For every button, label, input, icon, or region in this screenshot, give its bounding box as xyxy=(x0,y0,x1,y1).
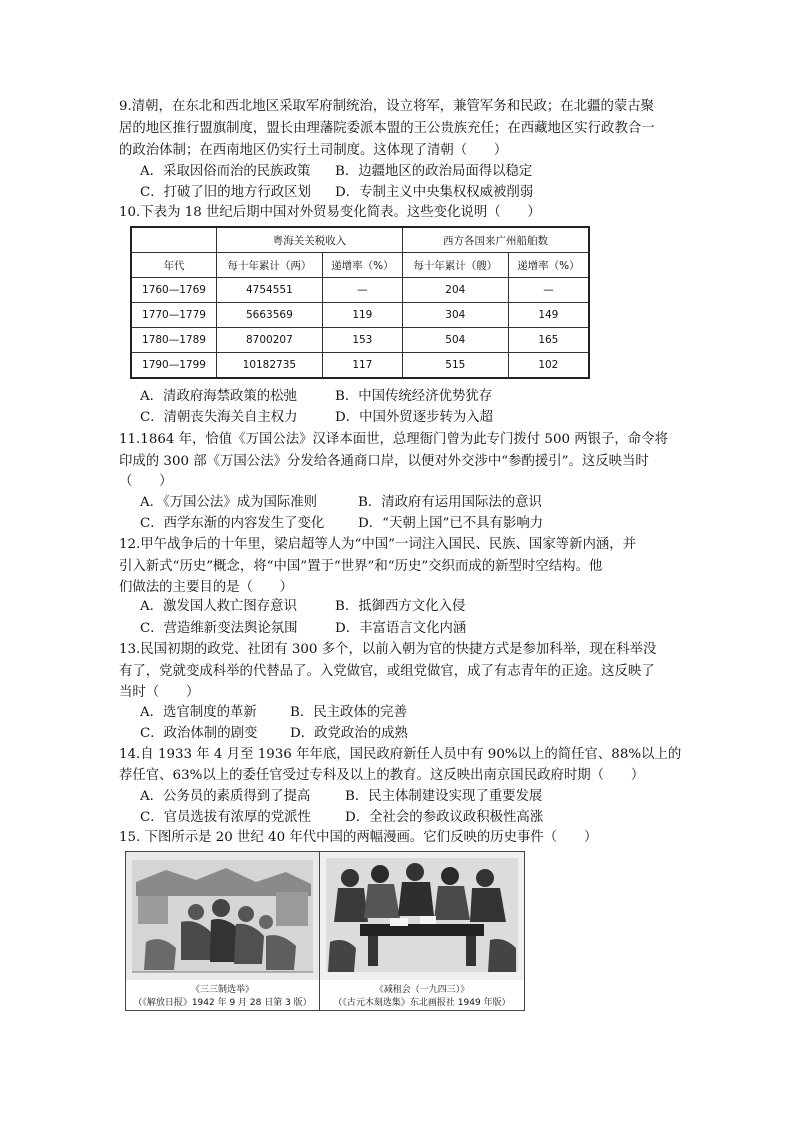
table-cell: 10182735 xyxy=(217,353,323,379)
table-cell: 204 xyxy=(402,278,508,303)
q12-option-d[interactable]: D．丰富语言文化内涵 xyxy=(335,621,467,636)
table-cell: 1770—1779 xyxy=(131,303,217,328)
q10-option-a[interactable]: A．清政府海禁政策的松弛 xyxy=(140,389,297,404)
q9-stem-line-3: 的政治体制；在西南地区仍实行土司制度。这体现了清朝（ ） xyxy=(119,143,508,158)
q11-option-c[interactable]: C．西学东渐的内容发生了变化 xyxy=(140,516,325,531)
q14-option-b[interactable]: B．民主体制建设实现了重要发展 xyxy=(345,789,543,804)
q13-option-b[interactable]: B．民主政体的完善 xyxy=(290,705,407,720)
q10-option-c[interactable]: C．清朝丧失海关自主权力 xyxy=(140,410,298,425)
table-cell: 165 xyxy=(508,328,589,353)
table-cell: 1780—1789 xyxy=(131,328,217,353)
table-cell: 304 xyxy=(402,303,508,328)
figure-three-three-election xyxy=(126,852,320,1010)
table-col-header: 每十年累计（艘） xyxy=(402,253,508,278)
q15-stem: 15. 下图所示是 20 世纪 40 年代中国的两幅漫画。它们反映的历史事件（ ） xyxy=(119,830,598,845)
table-cell: 4754551 xyxy=(217,278,323,303)
q11-option-b[interactable]: B．清政府有运用国际法的意识 xyxy=(358,495,542,510)
table-cell: 8700207 xyxy=(217,328,323,353)
table-cell: 504 xyxy=(402,328,508,353)
table-row xyxy=(131,328,589,353)
trade-table xyxy=(130,226,590,379)
q14-stem-line-1: 14.自 1933 年 4 月至 1936 年年底，国民政府新任人员中有 90%以上的简任官、88%以上的 xyxy=(119,747,682,762)
figure2-title: 《减租会（一九四三）》 xyxy=(374,985,470,995)
q10-stem: 10.下表为 18 世纪后期中国对外贸易变化简表。这些变化说明（ ） xyxy=(119,205,541,220)
q11-option-a[interactable]: A．《万国公法》成为国际准则 xyxy=(140,495,318,510)
table-cell: 149 xyxy=(508,303,589,328)
q12-option-c[interactable]: C．营造维新变法舆论氛围 xyxy=(140,621,298,636)
q9-stem-line-2: 居的地区推行盟旗制度，盟长由理藩院委派本盟的王公贵族充任；在西藏地区实行政教合一 xyxy=(119,121,655,136)
q14-option-c[interactable]: C．官员选拔有浓厚的党派性 xyxy=(140,810,311,825)
woodcut-rent-meeting-image xyxy=(320,852,524,980)
q13-option-a[interactable]: A．选官制度的革新 xyxy=(140,705,257,720)
table-cell: — xyxy=(508,278,589,303)
q13-stem-line-2: 有了，党就变成科举的代替品了。入党做官，或组党做官，成了有志青年的正途。这反映了 xyxy=(119,664,655,679)
table-col-header: 递增率（%） xyxy=(508,253,589,278)
q12-option-a[interactable]: A．激发国人救亡图存意识 xyxy=(140,599,297,614)
table-col-header: 年代 xyxy=(131,253,217,278)
q13-stem-line-1: 13.民国初期的政党、社团有 300 多个，以前入朝为官的快捷方式是参加科举，现在科举没 xyxy=(119,642,657,657)
cartoon-figures xyxy=(125,851,525,1011)
table-col-header: 每十年累计（两） xyxy=(217,253,323,278)
figure2-source: （《古元木刻选集》东北画报社 1949 年版） xyxy=(333,998,511,1008)
q12-stem-line-3: 们做法的主要目的是（ ） xyxy=(119,580,294,595)
table-row xyxy=(131,353,589,379)
table-row xyxy=(131,303,589,328)
q11-stem-line-1: 11.1864 年，恰值《万国公法》汉译本面世，总理衙门曾为此专门拨付 500 两银子，命令将 xyxy=(119,432,668,447)
q10-option-d[interactable]: D．中国外贸逐步转为入超 xyxy=(335,410,494,425)
q9-option-d[interactable]: D．专制主义中央集权权威被削弱 xyxy=(335,185,534,200)
table-cell: 117 xyxy=(322,353,402,379)
q12-option-b[interactable]: B．抵御西方文化入侵 xyxy=(335,599,466,614)
q9-stem-line-1: 9.清朝，在东北和西北地区采取军府制统治，设立将军，兼管军务和民政；在北疆的蒙古聚 xyxy=(119,99,655,114)
table-cell: 153 xyxy=(322,328,402,353)
figure1-title: 《三三制选举》 xyxy=(190,985,254,995)
table-group-header-customs: 粤海关关税收入 xyxy=(217,227,403,253)
q14-option-a[interactable]: A．公务员的素质得到了提高 xyxy=(140,789,311,804)
q10-option-b[interactable]: B．中国传统经济优势犹存 xyxy=(335,389,493,404)
figure-rent-reduction-meeting xyxy=(320,852,524,1010)
q13-option-d[interactable]: D．政党政治的成熟 xyxy=(290,726,408,741)
q11-stem-line-2: 印成的 300 部《万国公法》分发给各通商口岸，以便对外交涉中“参酌援引”。这反映当时 xyxy=(119,454,649,469)
q13-stem-line-3: 当时（ ） xyxy=(119,685,200,700)
table-cell: 515 xyxy=(402,353,508,379)
q9-option-c[interactable]: C．打破了旧的地方行政区划 xyxy=(140,185,311,200)
q13-option-c[interactable]: C．政治体制的剧变 xyxy=(140,726,258,741)
table-cell: — xyxy=(322,278,402,303)
q14-stem-line-2: 荐任官、63%以上的委任官受过专科及以上的教育。这反映出南京国民政府时期（ ） xyxy=(119,768,645,783)
table-cell: 119 xyxy=(322,303,402,328)
table-group-header-ships: 西方各国来广州船舶数 xyxy=(402,227,589,253)
table-cell: 1760—1769 xyxy=(131,278,217,303)
table-col-header: 递增率（%） xyxy=(322,253,402,278)
figure1-source: （《解放日报》1942 年 9 月 28 日第 3 版） xyxy=(133,998,312,1008)
q12-stem-line-2: 引入新式“历史”概念，将“中国”置于“世界”和“历史”交织而成的新型时空结构。他 xyxy=(119,559,603,574)
q11-option-d[interactable]: D．“天朝上国”已不具有影响力 xyxy=(358,516,544,531)
table-cell: 102 xyxy=(508,353,589,379)
table-cell: 5663569 xyxy=(217,303,323,328)
q9-option-b[interactable]: B．边疆地区的政治局面得以稳定 xyxy=(335,164,533,179)
q9-option-a[interactable]: A．采取因俗而治的民族政策 xyxy=(140,164,311,179)
table-header-blank xyxy=(131,227,217,253)
table-cell: 1790—1799 xyxy=(131,353,217,379)
table-row xyxy=(131,278,589,303)
q11-stem-line-3: （ ） xyxy=(119,474,173,489)
q12-stem-line-1: 12.甲午战争后的十年里，梁启超等人为“中国”一词注入国民、民族、国家等新内涵，并 xyxy=(119,537,637,552)
q14-option-d[interactable]: D．全社会的参政议政积极性高涨 xyxy=(345,810,544,825)
woodcut-election-image xyxy=(126,852,319,980)
